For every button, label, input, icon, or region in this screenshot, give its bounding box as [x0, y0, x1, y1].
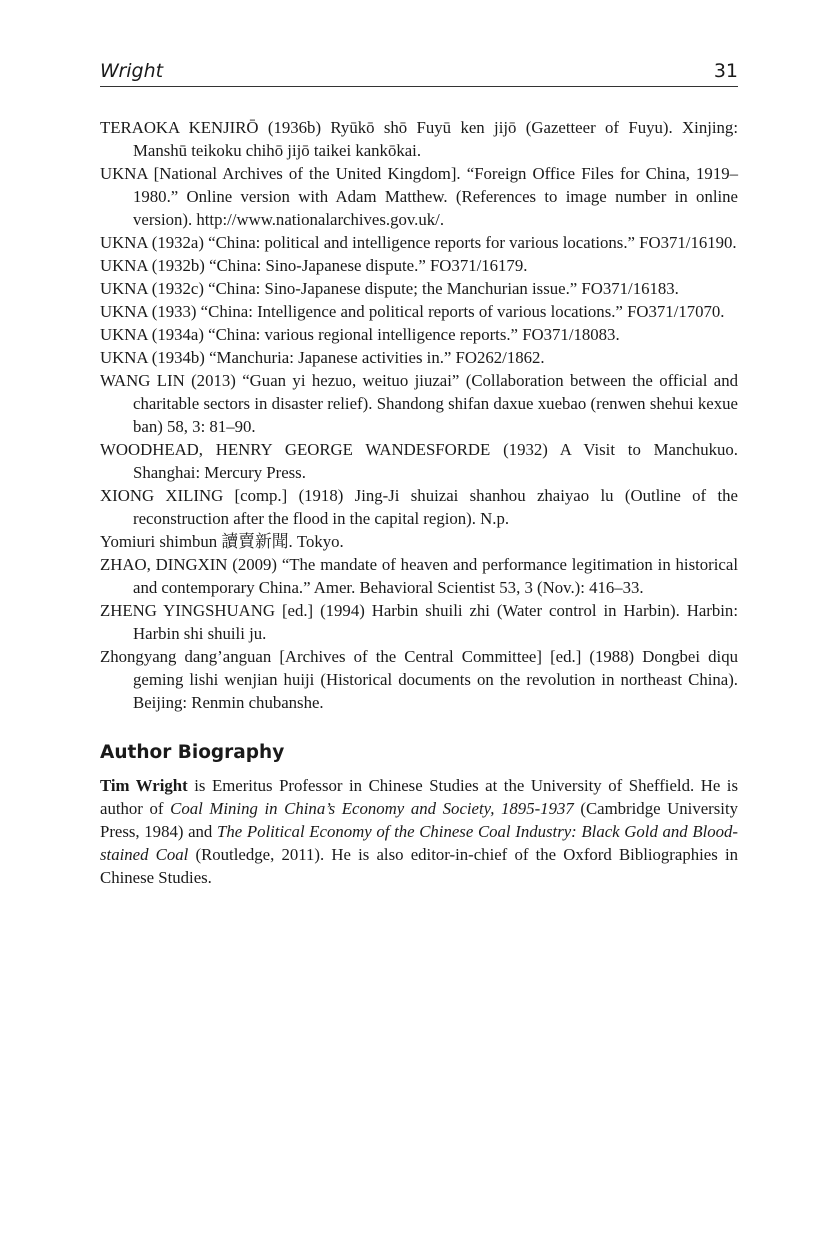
reference-entry: Yomiuri shimbun 讀賣新聞. Tokyo.: [100, 532, 344, 551]
reference-entry: UKNA [National Archives of the United Kingdom]. “Foreign Office Files for China, 1919–1980.” Online version with Adam Matthew. (References to image number in online version). http://www.nationalarchives.gov.uk/.: [100, 164, 738, 229]
reference-entry: ZHENG YINGSHUANG [ed.] (1994) Harbin shuili zhi (Water control in Harbin). Harbin: Harbin shi shuili ju.: [100, 601, 738, 643]
reference-entry: UKNA (1934b) “Manchuria: Japanese activities in.” FO262/1862.: [100, 348, 545, 367]
reference-list: [100, 116, 738, 714]
bio-text-part-1: is Emeritus Professor in Chinese Studies at the University of Sheffield. He is author of: [100, 776, 738, 818]
book-title-2: The Political Economy of the Chinese Coal Industry: Black Gold and Blood-stained Coal: [100, 822, 739, 864]
reference-entry: UKNA (1932b) “China: Sino-Japanese dispute.” FO371/16179.: [100, 256, 528, 275]
page: [100, 60, 738, 906]
author-biography-text: [100, 774, 738, 889]
author-name: Tim Wright: [100, 776, 188, 795]
bio-text-part-3: (Routledge, 2011). He is also editor-in-chief of the Oxford Bibliographies in Chinese Studies.: [100, 845, 739, 887]
reference-entry: UKNA (1934a) “China: various regional intelligence reports.” FO371/18083.: [100, 325, 620, 344]
book-title-1: Coal Mining in China’s Economy and Society, 1895-1937: [170, 799, 574, 818]
reference-entry: UKNA (1932c) “China: Sino-Japanese dispute; the Manchurian issue.” FO371/16183.: [100, 279, 679, 298]
reference-entry: ZHAO, DINGXIN (2009) “The mandate of heaven and performance legitimation in historical and contemporary China.” Amer. Behavioral Scientist 53, 3 (Nov.): 416–33.: [100, 555, 738, 597]
running-head-author: Wright: [100, 60, 164, 82]
bio-text-part-2: (Cambridge University Press, 1984) and: [100, 799, 739, 841]
reference-entry: XIONG XILING [comp.] (1918) Jing-Ji shuizai shanhou zhaiyao lu (Outline of the reconstruction after the flood in the capital region). N.p.: [100, 486, 738, 528]
reference-entry: WOODHEAD, HENRY GEORGE WANDESFORDE (1932) A Visit to Manchukuo. Shanghai: Mercury Press.: [100, 440, 738, 482]
reference-entry: Zhongyang dang’anguan [Archives of the Central Committee] [ed.] (1988) Dongbei diqu geming lishi wenjian huiji (Historical documents on the revolution in northeast China). Beijing: Renmin chubanshe.: [100, 647, 738, 712]
author-biography-heading: Author Biography: [100, 742, 285, 763]
reference-entry: TERAOKA KENJIRŌ (1936b) Ryūkō shō Fuyū ken jijō (Gazetteer of Fuyu). Xinjing: Manshū teikoku chihō jijō taikei kankōkai.: [100, 118, 738, 160]
reference-entry: WANG LIN (2013) “Guan yi hezuo, weituo jiuzai” (Collaboration between the official and charitable sectors in disaster relief). Shandong shifan daxue xuebao (renwen shehui kexue ban) 58, 3: 81–90.: [100, 371, 738, 436]
page-number: 31: [713, 60, 738, 82]
reference-entry: UKNA (1932a) “China: political and intelligence reports for various locations.” FO371/16190.: [100, 233, 737, 252]
running-head: [100, 60, 738, 87]
reference-entry: UKNA (1933) “China: Intelligence and political reports of various locations.” FO371/17070.: [100, 302, 725, 321]
